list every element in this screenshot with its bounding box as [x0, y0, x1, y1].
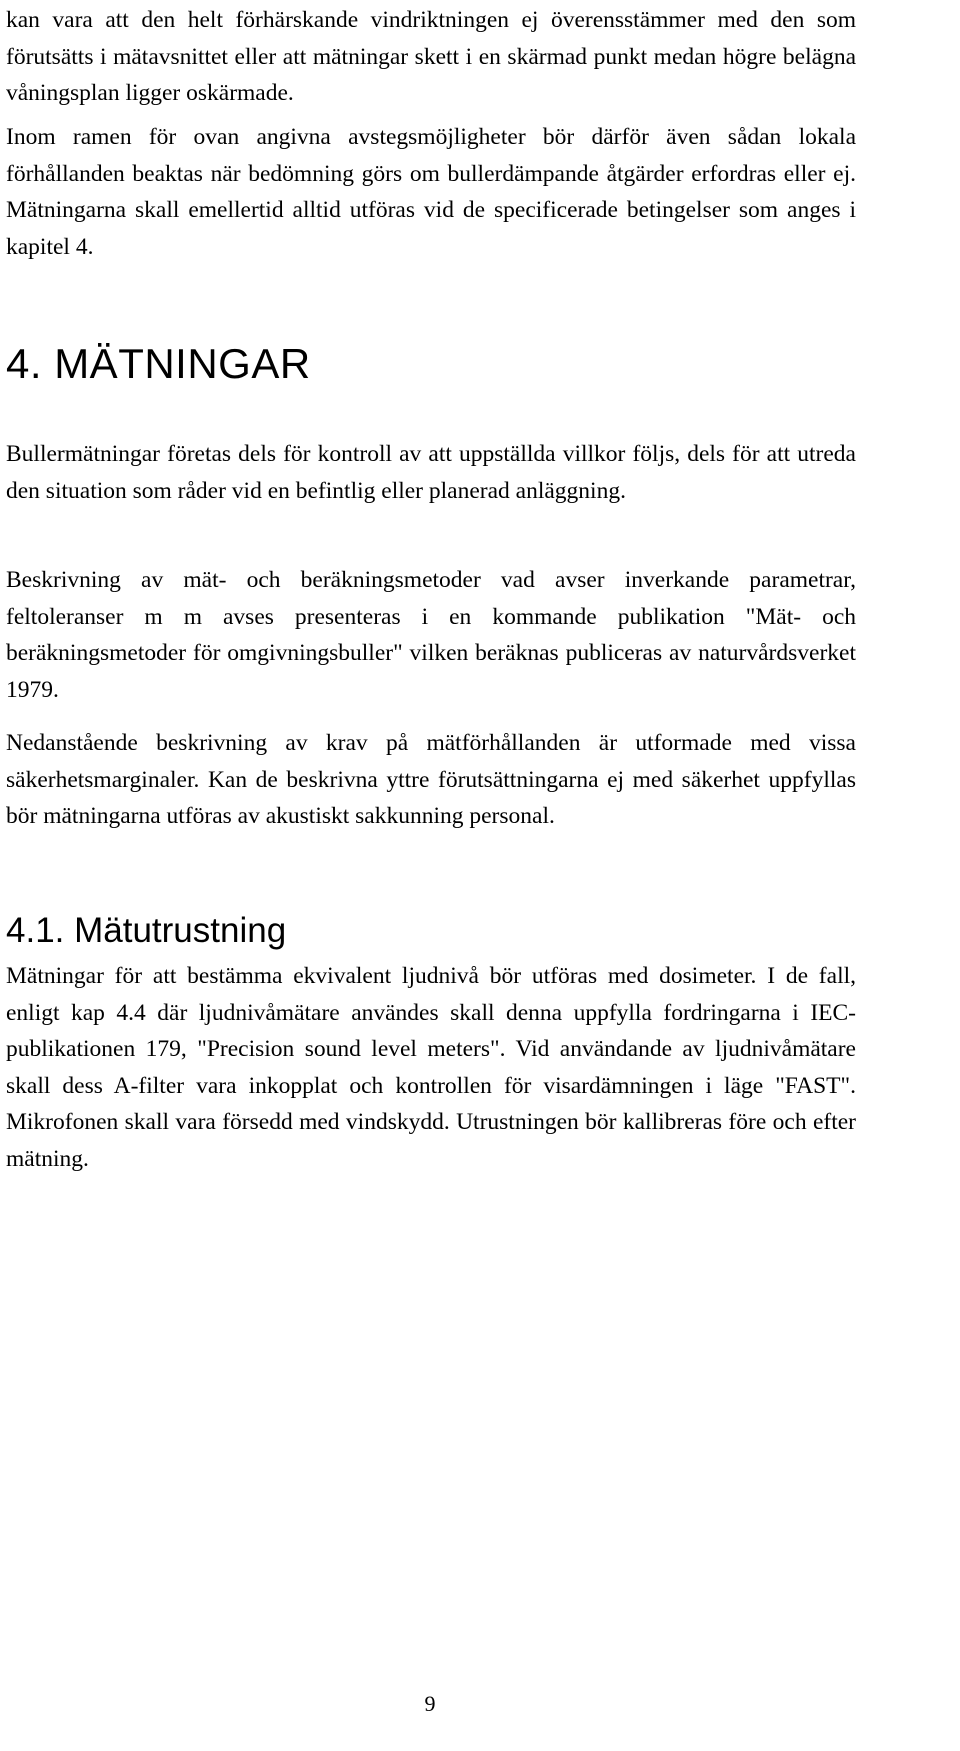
paragraph-deviation-possibilities: Inom ramen för ovan angivna avstegsmöjligheter bör därför även sådan lokala förhållanden beaktas när bedömning görs om bullerdämpande åtgärder erfordras eller ej. Mätningarna skall emellertid alltid utföras vid de specificerade betingelser som anges i kapitel 4. [6, 124, 856, 260]
paragraph-noise-measurements: Bullermätningar företas dels för kontroll av att uppställda villkor följs, dels för att utreda den situation som råder vid en befintlig eller planerad anläggning. [6, 441, 856, 504]
paragraph-measurement-equipment: Mätningar för att bestämma ekvivalent ljudnivå bör utföras med dosimeter. I de fall, enligt kap 4.4 där ljudnivåmätare användes skall denna uppfylla fordringarna i IEC-publikationen 179, "Precision sound level meters". Vid användande av ljudnivåmätare skall dess A-filter vara inkopplat och kontrollen för visardämningen i läge "FAST". Mikrofonen skall vara försedd med vindskydd. Utrustningen bör kallibreras före och efter mätning. [6, 963, 856, 1172]
section-heading-matningar: 4. MÄTNINGAR [6, 340, 311, 387]
paragraph-methods-description: Beskrivning av mät- och beräkningsmetoder vad avser inverkande parametrar, feltoleranser m m avses presenteras i en kommande publikation "Mät- och beräkningsmetoder för omgivningsbuller" vilken beräknas publiceras av naturvårdsverket 1979. [6, 567, 856, 703]
page-number: 9 [424, 1691, 436, 1716]
paragraph-continuation: kan vara att den helt förhärskande vindriktningen ej överensstämmer med den som förutsätts i mätavsnittet eller att mätningar skett i en skärmad punkt medan högre belägna våningsplan ligger oskärmade. [6, 7, 856, 106]
subsection-heading-matutrustning: 4.1. Mätutrustning [6, 911, 287, 950]
paragraph-safety-margins: Nedanstående beskrivning av krav på mätförhållanden är utformade med vissa säkerhetsmarginaler. Kan de beskrivna yttre förutsättningarna ej med säkerhet uppfyllas bör mätningarna utföras av akustiskt sakkunning personal. [6, 730, 856, 829]
